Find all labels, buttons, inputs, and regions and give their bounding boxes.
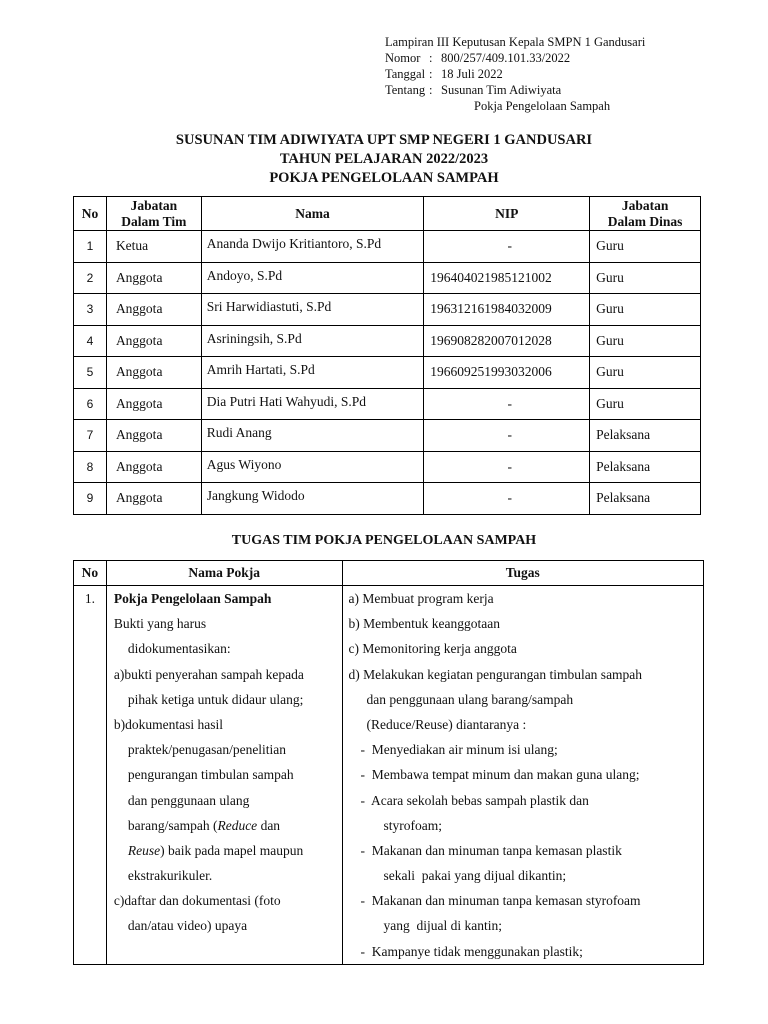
nama: Dia Putri Hati Wahyudi, S.Pd	[201, 388, 424, 420]
team-table-header	[74, 197, 701, 231]
team-row	[74, 451, 701, 483]
pokja-line: dan penggunaan ulang	[127, 792, 250, 808]
row-no: 1	[74, 231, 107, 263]
pokja-text-italic: Reduce	[217, 817, 258, 833]
tugas-line: (Reduce/Reuse) diantaranya :	[366, 716, 527, 732]
team-row	[74, 483, 701, 515]
jabatan-tim: Ketua	[106, 231, 201, 263]
lampiran-text: Lampiran III Keputusan Kepala SMPN 1 Gandusari	[385, 35, 646, 49]
tugas-line: sekali pakai yang dijual dikantin;	[383, 868, 567, 884]
jabatan-tim: Anggota	[106, 357, 201, 389]
jabatan-tim: Anggota	[106, 294, 201, 326]
nama: Agus Wiyono	[201, 451, 424, 483]
jabatan-dinas: Guru	[590, 294, 701, 326]
tugas-line: - Makanan dan minuman tanpa kemasan plastik	[360, 842, 622, 858]
header-jabatan-dinas	[590, 197, 701, 231]
nama: Rudi Anang	[201, 420, 424, 452]
nama: Ananda Dwijo Kritiantoro, S.Pd	[201, 231, 424, 263]
header-tugas: Tugas	[342, 561, 703, 586]
tugas-row-no	[74, 586, 107, 965]
nomor-line	[385, 50, 645, 66]
tentang-line-2	[385, 98, 645, 114]
pokja-line: a)bukti penyerahan sampah kepada	[113, 666, 304, 682]
document-header	[385, 34, 645, 114]
nip: 196312161984032009	[424, 294, 590, 326]
pokja-line: c)daftar dan dokumentasi (foto	[113, 893, 281, 909]
header-nama: Nama	[201, 197, 424, 231]
pokja-line: pihak ketiga untuk didaur ulang;	[127, 691, 304, 707]
academic-year-title: TAHUN PELAJARAN 2022/2023	[279, 151, 489, 167]
pokja-line: praktek/penugasan/penelitian	[127, 742, 287, 758]
row-no: 9	[74, 483, 107, 515]
header-no: No	[74, 197, 107, 231]
tugas-table-header	[74, 561, 704, 586]
pokja-text-italic: Reuse	[127, 842, 161, 858]
header-jabatan-dinas-line1: Jabatan	[621, 197, 669, 213]
jabatan-dinas: Guru	[590, 388, 701, 420]
nama: Amrih Hartati, S.Pd	[201, 357, 424, 389]
jabatan-dinas: Guru	[590, 262, 701, 294]
tugas-line: - Menyediakan air minum isi ulang;	[360, 742, 558, 758]
header-no: No	[74, 561, 107, 586]
tugas-line: styrofoam;	[383, 817, 443, 833]
team-row	[74, 420, 701, 452]
team-row	[74, 262, 701, 294]
jabatan-tim: Anggota	[106, 451, 201, 483]
tugas-line: d) Melakukan kegiatan pengurangan timbulan sampah	[348, 666, 643, 682]
pokja-text: barang/sampah (	[127, 817, 218, 833]
header-jabatan-tim	[106, 197, 201, 231]
pokja-line: Bukti yang harus	[113, 616, 207, 632]
team-row	[74, 325, 701, 357]
pokja-line: ekstrakurikuler.	[127, 868, 213, 884]
nomor-value: 800/257/409.101.33/2022	[441, 51, 571, 65]
tanggal-line	[385, 66, 645, 82]
nip: -	[424, 388, 590, 420]
colon: :	[429, 83, 433, 97]
tugas-line: b) Membentuk keanggotaan	[348, 616, 500, 632]
tugas-cell	[342, 586, 703, 965]
header-jabatan-dinas-line2: Dalam Dinas	[607, 213, 683, 229]
pokja-line: b)dokumentasi hasil	[113, 716, 223, 732]
row-no: 2	[74, 262, 107, 294]
tugas-line: yang dijual di kantin;	[383, 918, 502, 934]
nip: -	[424, 420, 590, 452]
tentang-value: Susunan Tim Adiwiyata	[441, 83, 562, 97]
nama: Sri Harwidiastuti, S.Pd	[201, 294, 424, 326]
nama: Andoyo, S.Pd	[201, 262, 424, 294]
jabatan-tim: Anggota	[106, 483, 201, 515]
tentang-label: Tentang	[385, 83, 426, 97]
pokja-text: dan	[260, 817, 281, 833]
pokja-text: ) baik pada mapel maupun	[160, 842, 304, 858]
header-jabatan-tim-line2: Dalam Tim	[121, 213, 187, 229]
jabatan-tim: Anggota	[106, 325, 201, 357]
team-table-body	[74, 231, 701, 515]
row-number: 1.	[84, 591, 95, 606]
pokja-name: Pokja Pengelolaan Sampah	[113, 591, 272, 606]
jabatan-tim: Anggota	[106, 420, 201, 452]
tugas-line: - Kampanye tidak menggunakan plastik;	[360, 943, 583, 959]
row-no: 8	[74, 451, 107, 483]
tanggal-value: 18 Juli 2022	[441, 67, 503, 81]
tanggal-label: Tanggal	[385, 67, 426, 81]
pokja-line: dan/atau video) upaya	[127, 918, 248, 934]
document-title: SUSUNAN TIM ADIWIYATA UPT SMP NEGERI 1 GANDUSARI	[175, 132, 593, 148]
nip: 196404021985121002	[424, 262, 590, 294]
jabatan-tim: Anggota	[106, 262, 201, 294]
tugas-line: - Membawa tempat minum dan makan guna ulang;	[360, 767, 640, 783]
header-nama-pokja: Nama Pokja	[106, 561, 342, 586]
team-row	[74, 357, 701, 389]
tugas-table	[73, 560, 704, 965]
jabatan-dinas: Guru	[590, 231, 701, 263]
tugas-line: - Makanan dan minuman tanpa kemasan styrofoam	[360, 893, 641, 909]
nip: 196908282007012028	[424, 325, 590, 357]
pokja-line: didokumentasikan:	[127, 641, 231, 657]
tugas-line: a) Membuat program kerja	[348, 591, 494, 606]
header-nip: NIP	[424, 197, 590, 231]
jabatan-dinas: Guru	[590, 357, 701, 389]
jabatan-dinas: Pelaksana	[590, 483, 701, 515]
tugas-row	[74, 586, 704, 965]
header-jabatan-tim-line1: Jabatan	[130, 197, 178, 213]
pokja-line	[114, 838, 342, 863]
row-no: 7	[74, 420, 107, 452]
tugas-title: TUGAS TIM POKJA PENGELOLAAN SAMPAH	[231, 533, 537, 548]
nip: -	[424, 483, 590, 515]
nomor-label: Nomor	[385, 51, 421, 65]
colon: :	[429, 51, 433, 65]
pokja-line: pengurangan timbulan sampah	[127, 767, 294, 783]
team-row	[74, 294, 701, 326]
tentang-line	[385, 82, 645, 98]
pokja-cell	[106, 586, 342, 965]
jabatan-dinas: Guru	[590, 325, 701, 357]
tugas-line: c) Memonitoring kerja anggota	[348, 641, 517, 657]
tugas-line: - Acara sekolah bebas sampah plastik dan	[360, 792, 589, 808]
jabatan-dinas: Pelaksana	[590, 451, 701, 483]
nip: -	[424, 451, 590, 483]
lampiran-line	[385, 34, 645, 50]
nip: -	[424, 231, 590, 263]
team-row	[74, 388, 701, 420]
team-table	[73, 196, 701, 515]
nama: Jangkung Widodo	[201, 483, 424, 515]
team-row	[74, 231, 701, 263]
nama: Asriningsih, S.Pd	[201, 325, 424, 357]
pokja-line	[114, 813, 342, 838]
jabatan-tim: Anggota	[106, 388, 201, 420]
nip: 196609251993032006	[424, 357, 590, 389]
colon: :	[429, 67, 433, 81]
row-no: 5	[74, 357, 107, 389]
row-no: 4	[74, 325, 107, 357]
tentang-value-2: Pokja Pengelolaan Sampah	[474, 99, 611, 113]
tugas-line: dan penggunaan ulang barang/sampah	[366, 691, 574, 707]
jabatan-dinas: Pelaksana	[590, 420, 701, 452]
row-no: 3	[74, 294, 107, 326]
pokja-title: POKJA PENGELOLAAN SAMPAH	[269, 170, 499, 186]
row-no: 6	[74, 388, 107, 420]
